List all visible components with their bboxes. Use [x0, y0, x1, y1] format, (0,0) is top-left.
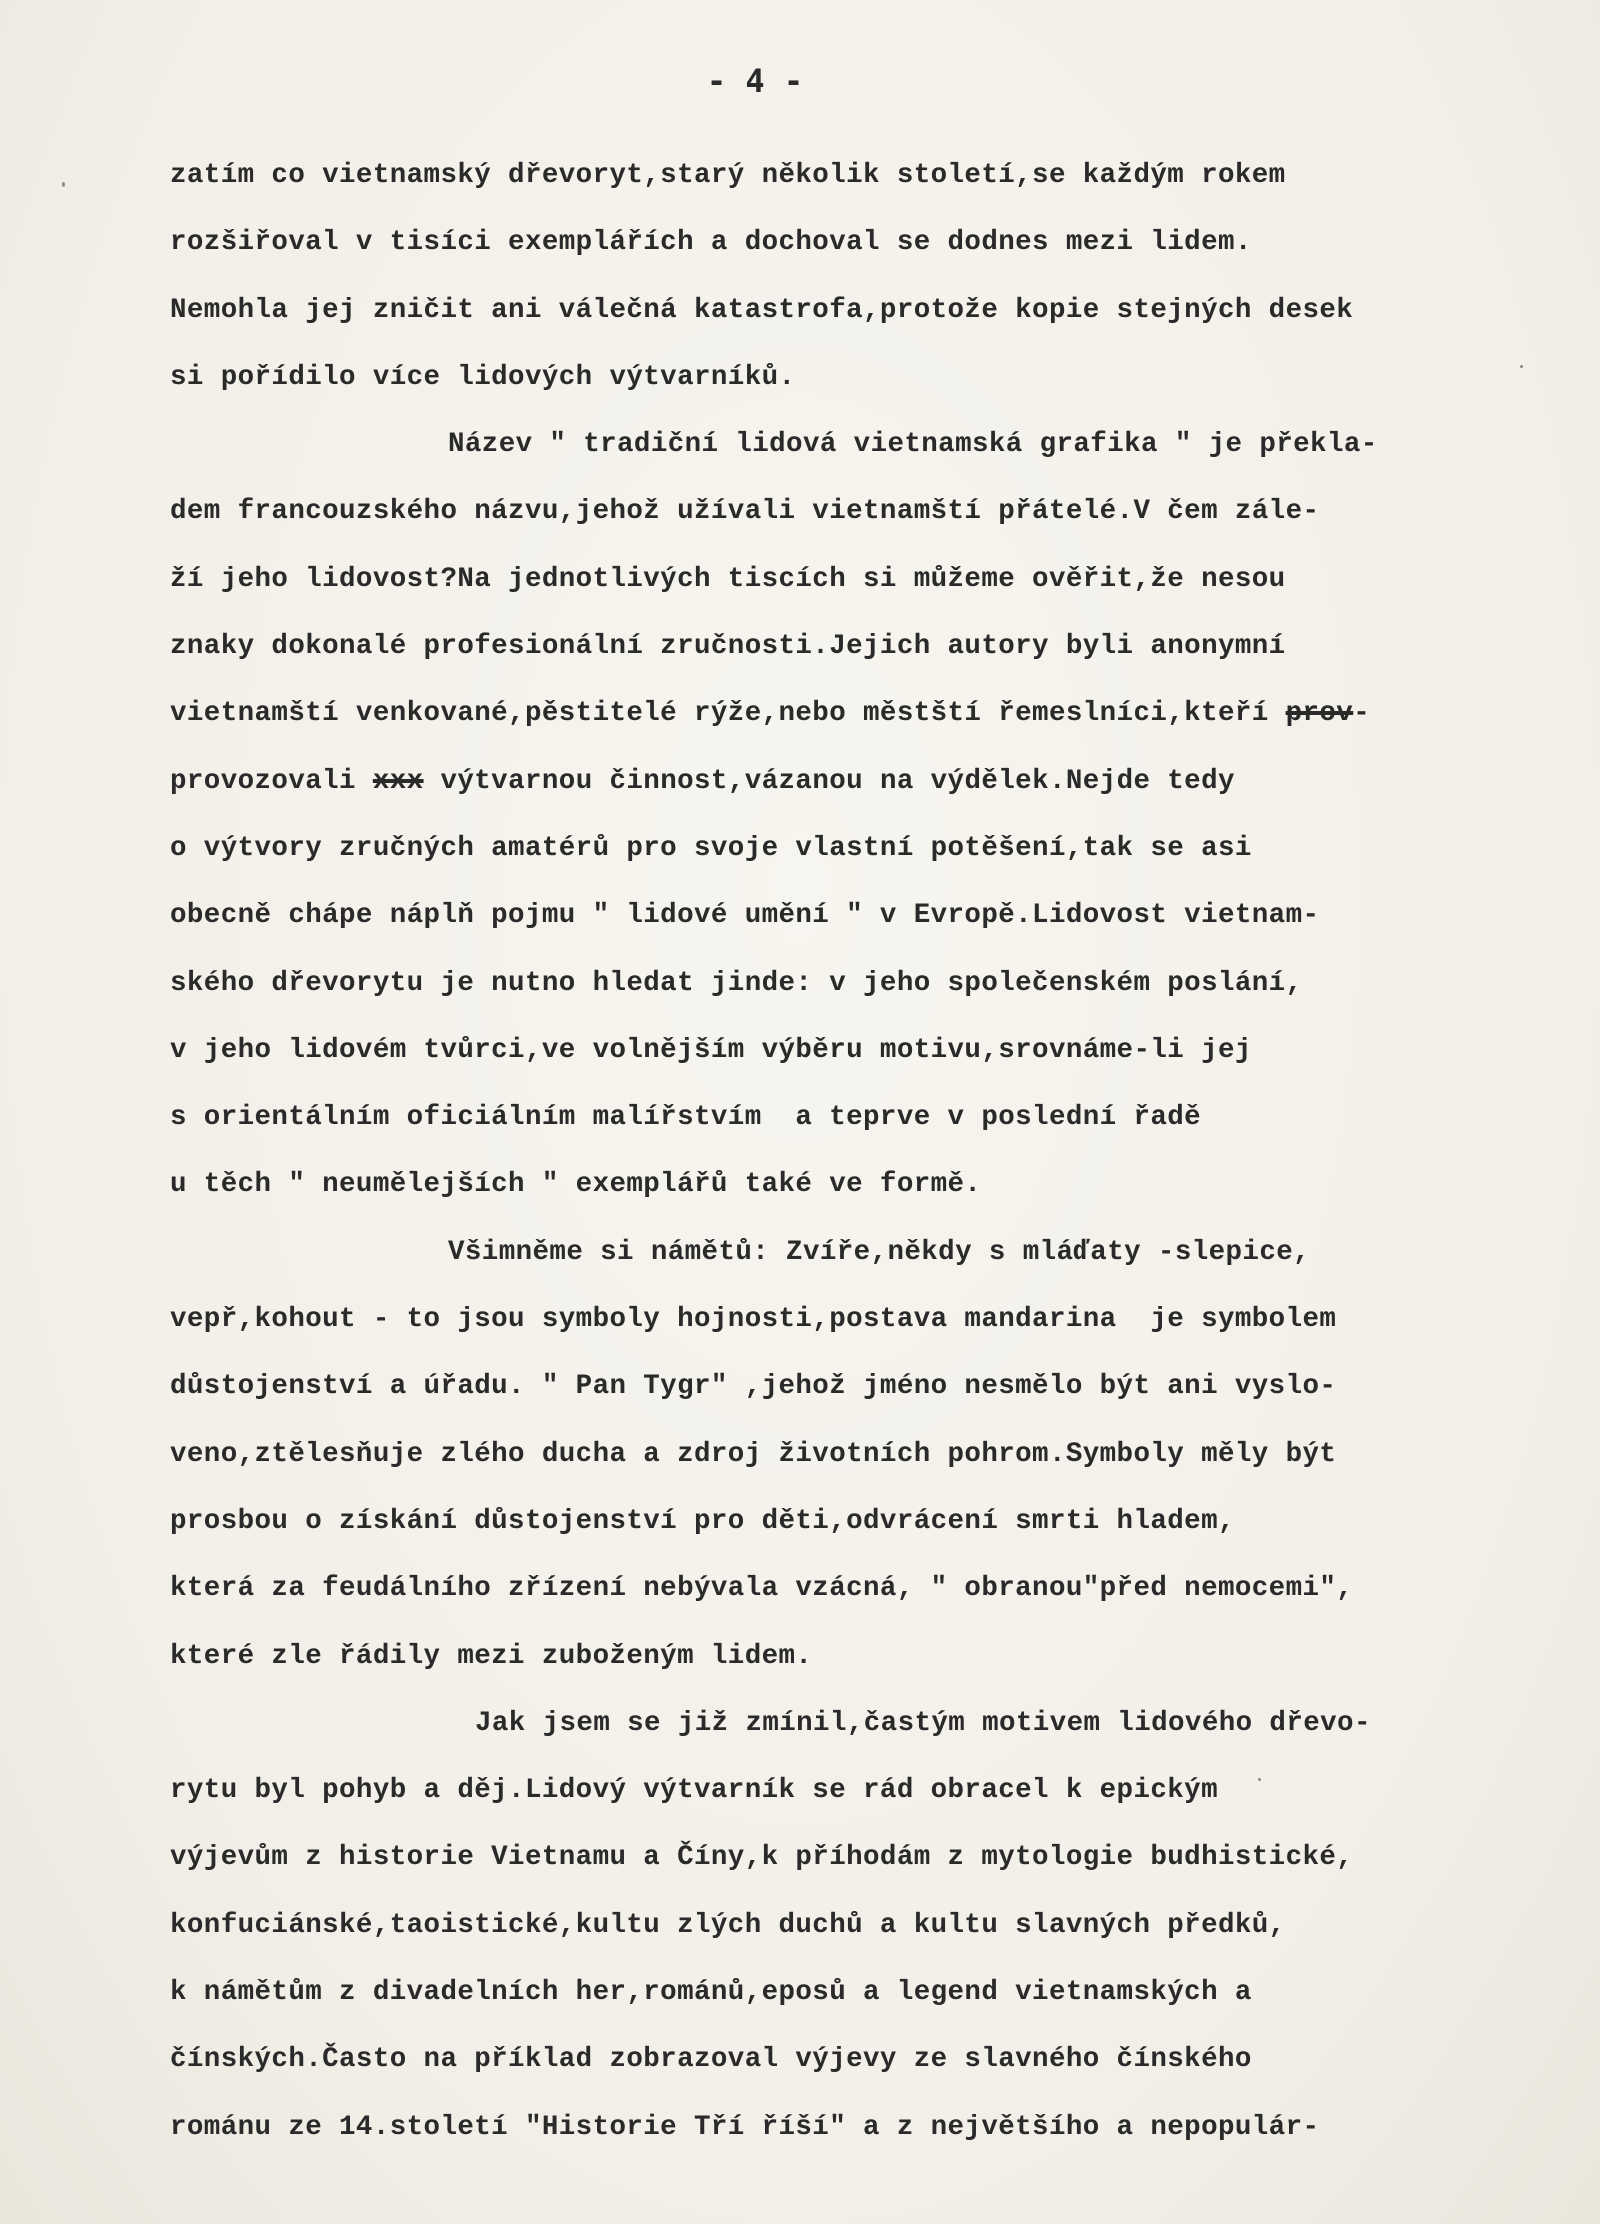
text-line: k námětům z divadelních her,románů,eposů a legend vietnamských a: [170, 1977, 1252, 2009]
text-line: s orientálním oficiálním malířstvím a teprve v poslední řadě: [170, 1102, 1202, 1134]
text-line: které zle řádily mezi zuboženým lidem.: [170, 1640, 813, 1672]
text-line: prosbou o získání důstojenství pro děti,odvrácení smrti hladem,: [170, 1505, 1235, 1537]
paper-speck: [1258, 1778, 1261, 1781]
text-line: Všimněme si námětů: Zvíře,někdy s mláďaty -slepice,: [448, 1236, 1311, 1268]
text-line: u těch " neumělejších " exemplářů také ve formě.: [170, 1169, 982, 1201]
text-line: dem francouzského názvu,jehož užívali vietnamští přátelé.V čem zále-: [170, 496, 1320, 528]
text-line: čínských.Často na příklad zobrazoval výjevy ze slavného čínského: [170, 2044, 1252, 2076]
text-line: rozšiřoval v tisíci exemplářích a dochoval se dodnes mezi lidem.: [170, 227, 1252, 259]
text-segment: vietnamští venkované,pěstitelé rýže,nebo městští řemeslníci,kteří: [170, 698, 1269, 730]
text-line: veno,ztělesňuje zlého ducha a zdroj životních pohrom.Symboly měly být: [170, 1438, 1337, 1470]
text-line: důstojenství a úřadu. " Pan Tygr" ,jehož jméno nesmělo být ani vyslo-: [170, 1371, 1337, 1403]
text-line: vepř,kohout - to jsou symboly hojnosti,postava mandarina je symbolem: [170, 1304, 1337, 1336]
text-line: v jeho lidovém tvůrci,ve volnějším výběru motivu,srovnáme-li jej: [170, 1034, 1252, 1066]
text-line: Jak jsem se již zmínil,častým motivem lidového dřevo-: [475, 1707, 1371, 1739]
struck-out-text: xxx: [372, 765, 424, 797]
text-line: [170, 748, 1570, 815]
text-line: si pořídilo více lidových výtvarníků.: [170, 361, 796, 393]
text-line: vietnamští venkované,pěstitelé rýže,nebo městští řemeslníci,kteří prov-: [170, 698, 1371, 730]
text-segment: provozovali: [170, 765, 356, 797]
paper-speck: [1520, 365, 1523, 368]
paper-speck: [62, 182, 65, 187]
text-line: románu ze 14.století "Historie Tří říší" a z největšího a nepopulár-: [170, 2111, 1320, 2143]
text-line: o výtvory zručných amatérů pro svoje vlastní potěšení,tak se asi: [170, 832, 1252, 864]
text-line: Nemohla jej zničit ani válečná katastrofa,protože kopie stejných desek: [170, 294, 1354, 326]
text-line: znaky dokonalé profesionální zručnosti.Jejich autory byli anonymní: [170, 631, 1286, 663]
text-line: konfuciánské,taoistické,kultu zlých duchů a kultu slavných předků,: [170, 1909, 1286, 1941]
document-body: [170, 142, 1570, 2161]
text-line: obecně chápe náplň pojmu " lidové umění " v Evropě.Lidovost vietnam-: [170, 900, 1320, 932]
text-line: výjevům z historie Vietnamu a Číny,k příhodám z mytologie budhistické,: [170, 1842, 1354, 1874]
text-line: která za feudálního zřízení nebývala vzácná, " obranou"před nemocemi",: [170, 1573, 1354, 1605]
text-segment: výtvarnou činnost,vázanou na výdělek.Nejde tedy: [440, 765, 1235, 797]
text-line: zatím co vietnamský dřevoryt,starý několik století,se každým rokem: [170, 160, 1286, 191]
text-line: ského dřevorytu je nutno hledat jinde: v jeho společenském poslání,: [170, 967, 1303, 999]
text-line: rytu byl pohyb a děj.Lidový výtvarník se rád obracel k epickým: [170, 1775, 1218, 1807]
struck-out-text: prov: [1285, 698, 1354, 730]
page-number: - 4 -: [706, 62, 804, 100]
text-line: ží jeho lidovost?Na jednotlivých tiscích si můžeme ověřit,že nesou: [170, 563, 1286, 595]
text-line: Název " tradiční lidová vietnamská grafika " je překla-: [448, 429, 1378, 461]
